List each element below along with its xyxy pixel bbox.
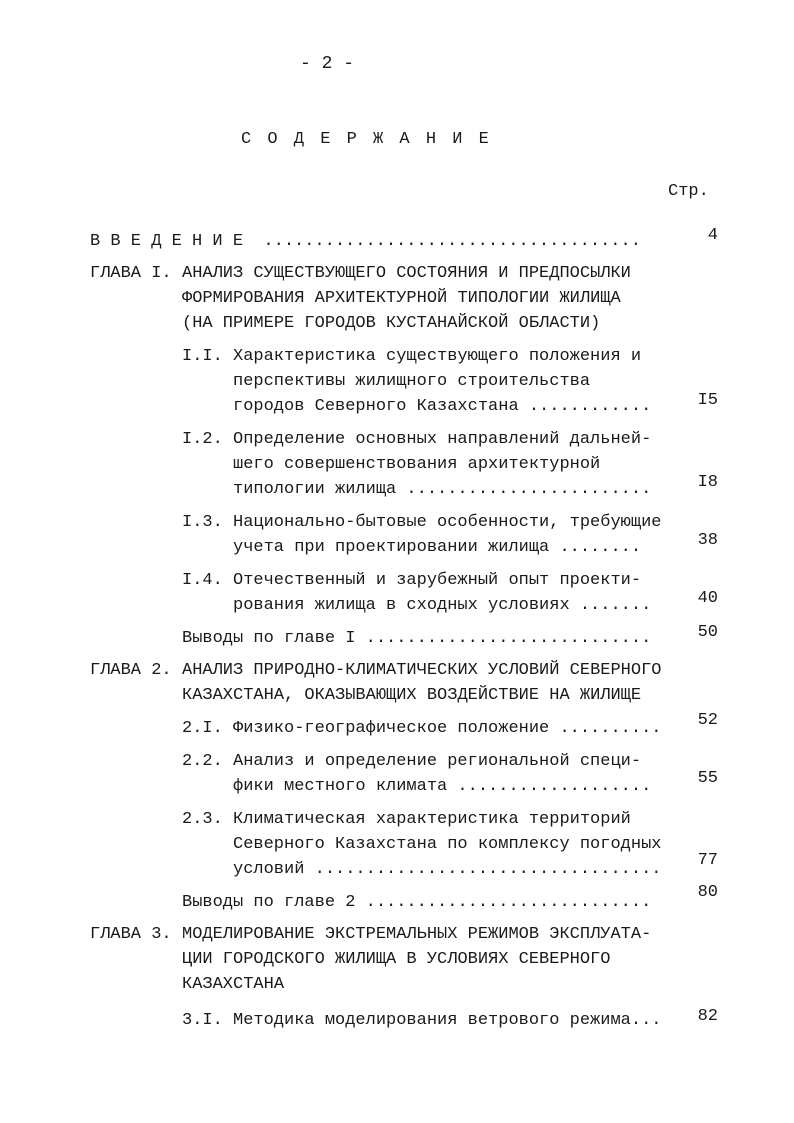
toc-conclusions[interactable]: Выводы по главе 2 ............................ <box>182 893 652 912</box>
page-number: - 2 - <box>300 54 355 74</box>
toc-section-label: 3.I. <box>182 1011 223 1030</box>
toc-section-label: I.3. <box>182 513 223 532</box>
toc-section-label: I.I. <box>182 347 223 366</box>
toc-chapter-label: ГЛАВА 2. <box>90 661 172 680</box>
toc-page: I8 <box>697 473 718 492</box>
toc-page: 52 <box>697 711 718 730</box>
toc-section-line[interactable]: Отечественный и зарубежный опыт проекти- <box>233 571 642 590</box>
toc-section-line: типологии жилища ........................ <box>233 480 652 499</box>
toc-chapter-line: КАЗАХСТАНА <box>182 975 285 994</box>
toc-page: 77 <box>697 851 718 870</box>
toc-conclusions[interactable]: Выводы по главе I ............................ <box>182 629 652 648</box>
toc-section-line[interactable]: Физико-географическое положение .......... <box>233 719 662 738</box>
toc-section-line[interactable]: Анализ и определение региональной специ- <box>233 752 642 771</box>
toc-section-line: городов Северного Казахстана ............ <box>233 397 652 416</box>
toc-chapter-line: ФОРМИРОВАНИЯ АРХИТЕКТУРНОЙ ТИПОЛОГИИ ЖИЛИЩА <box>182 289 621 308</box>
toc-section-line: Северного Казахстана по комплексу погодных <box>233 835 662 854</box>
toc-chapter-line: КАЗАХСТАНА, ОКАЗЫВАЮЩИХ ВОЗДЕЙСТВИЕ НА ЖИЛИЩЕ <box>182 686 642 705</box>
toc-chapter-line: (НА ПРИМЕРЕ ГОРОДОВ КУСТАНАЙСКОЙ ОБЛАСТИ) <box>182 314 601 333</box>
toc-section-line: условий .................................. <box>233 860 662 879</box>
toc-page: 80 <box>697 883 718 902</box>
toc-section-label: I.4. <box>182 571 223 590</box>
toc-section-line[interactable]: Характеристика существующего положения и <box>233 347 642 366</box>
toc-section-label: 2.2. <box>182 752 223 771</box>
toc-section-line: шего совершенствования архитектурной <box>233 455 601 474</box>
toc-chapter-line[interactable]: АНАЛИЗ СУЩЕСТВУЮЩЕГО СОСТОЯНИЯ И ПРЕДПОСЫЛКИ <box>182 264 631 283</box>
page-title: С О Д Е Р Ж А Н И Е <box>241 130 492 149</box>
toc-chapter-line[interactable]: МОДЕЛИРОВАНИЕ ЭКСТРЕМАЛЬНЫХ РЕЖИМОВ ЭКСПЛУАТА- <box>182 925 652 944</box>
toc-section-line[interactable]: Национально-бытовые особенности, требующие <box>233 513 662 532</box>
toc-section-label: I.2. <box>182 430 223 449</box>
toc-section-line: фики местного климата ................... <box>233 777 652 796</box>
toc-section-line: перспективы жилищного строительства <box>233 372 591 391</box>
page-column-header: Стр. <box>668 182 709 201</box>
toc-chapter-line[interactable]: АНАЛИЗ ПРИРОДНО-КЛИМАТИЧЕСКИХ УСЛОВИЙ СЕВЕРНОГО <box>182 661 662 680</box>
toc-page: 50 <box>697 623 718 642</box>
toc-page-intro: 4 <box>707 226 718 245</box>
toc-chapter-line: ЦИИ ГОРОДСКОГО ЖИЛИЩА В УСЛОВИЯХ СЕВЕРНОГО <box>182 950 611 969</box>
toc-section-line: учета при проектировании жилища ........ <box>233 538 642 557</box>
toc-section-label: 2.I. <box>182 719 223 738</box>
toc-page: 38 <box>697 531 718 550</box>
toc-chapter-label: ГЛАВА 3. <box>90 925 172 944</box>
toc-section-line[interactable]: Климатическая характеристика территорий <box>233 810 631 829</box>
toc-section-line: рования жилища в сходных условиях ....... <box>233 596 652 615</box>
toc-section-line[interactable]: Определение основных направлений дальней- <box>233 430 652 449</box>
toc-chapter-label: ГЛАВА I. <box>90 264 172 283</box>
toc-page: 82 <box>697 1007 718 1026</box>
toc-page: 55 <box>697 769 718 788</box>
toc-page: I5 <box>697 391 718 410</box>
toc-entry-intro[interactable]: В В Е Д Е Н И Е ..................................... <box>90 232 641 251</box>
toc-section-line[interactable]: Методика моделирования ветрового режима... <box>233 1011 662 1030</box>
toc-section-label: 2.3. <box>182 810 223 829</box>
toc-page: 40 <box>697 589 718 608</box>
